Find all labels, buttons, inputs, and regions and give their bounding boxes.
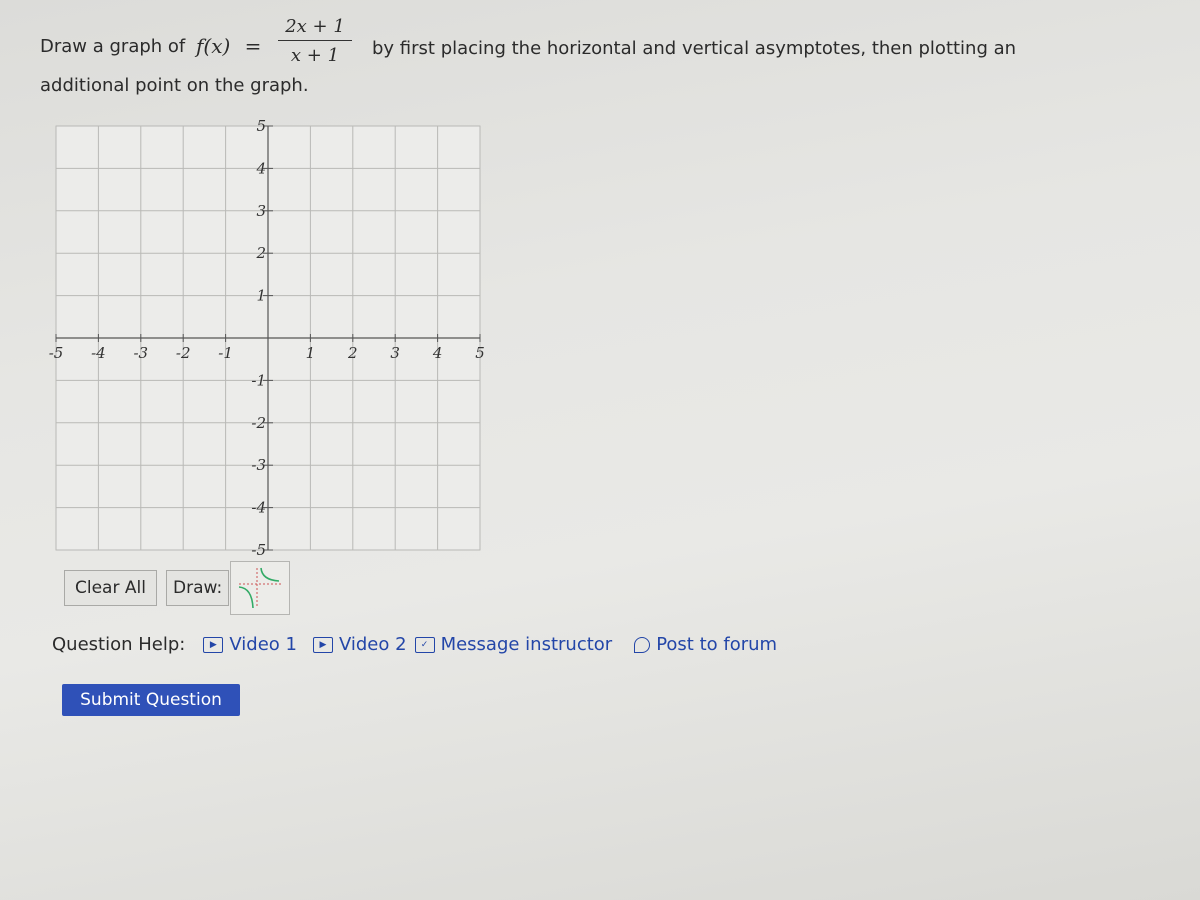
envelope-icon: ✓ [415, 637, 435, 653]
question-text-prefix [40, 36, 185, 57]
submit-question-button[interactable]: Submit Question [62, 684, 240, 716]
y-tick-label: -2 [251, 413, 266, 432]
x-tick-label: -3 [133, 344, 149, 362]
fraction-bar [278, 40, 352, 41]
rational-function-tool-button[interactable] [230, 561, 290, 615]
rational-function-tool-icon [231, 562, 289, 614]
y-tick-label: 4 [256, 159, 266, 178]
equals-sign: = [244, 34, 262, 58]
y-tick-label: 2 [256, 244, 266, 263]
x-tick-label: 1 [305, 344, 316, 362]
speech-bubble-icon [634, 637, 650, 653]
x-tick-label: -2 [175, 344, 191, 362]
question-prefix: Draw a graph of [40, 36, 186, 57]
question-text-line2: additional point on the graph. [40, 75, 309, 96]
function-label [196, 34, 261, 58]
y-tick-label: 3 [256, 201, 266, 220]
graph-svg[interactable] [48, 118, 488, 558]
video-1-link[interactable] [203, 634, 297, 655]
function-name: f(x) [196, 34, 231, 58]
question-help-bar [52, 634, 777, 655]
x-tick-label: -4 [91, 344, 106, 362]
play-icon: ▶ [203, 637, 223, 653]
clear-all-button[interactable]: Clear All [64, 570, 157, 606]
message-instructor-link[interactable] [415, 634, 613, 655]
message-instructor-label: Message instructor [440, 634, 613, 655]
y-tick-label: -4 [251, 498, 266, 517]
y-tick-label: -5 [251, 541, 266, 558]
video-2-label: Video 2 [338, 634, 407, 655]
video-2-link[interactable] [313, 634, 407, 655]
x-tick-label: 3 [390, 344, 400, 362]
y-tick-label: 5 [256, 118, 266, 135]
post-to-forum-link[interactable] [634, 634, 777, 655]
graph-canvas[interactable] [48, 118, 488, 558]
x-tick-label: 4 [432, 344, 443, 362]
question-help-label: Question Help: [52, 634, 186, 655]
post-to-forum-label: Post to forum [656, 634, 778, 655]
video-1-label: Video 1 [229, 634, 297, 655]
x-tick-label: -5 [48, 344, 64, 362]
y-tick-label: 1 [256, 286, 266, 305]
x-tick-label: 5 [475, 344, 485, 362]
question-text-suffix: by first placing the horizontal and vertical asymptotes, then plotting an [372, 38, 1017, 59]
y-tick-label: -3 [251, 456, 266, 475]
draw-label: Draw: [166, 570, 229, 606]
x-tick-label: -1 [218, 344, 233, 362]
function-fraction [278, 16, 352, 66]
y-tick-label: -1 [251, 371, 266, 390]
fraction-numerator: 2x + 1 [285, 16, 345, 37]
fraction-denominator: x + 1 [290, 45, 340, 66]
play-icon: ▶ [313, 637, 333, 653]
x-tick-label: 2 [348, 344, 358, 362]
